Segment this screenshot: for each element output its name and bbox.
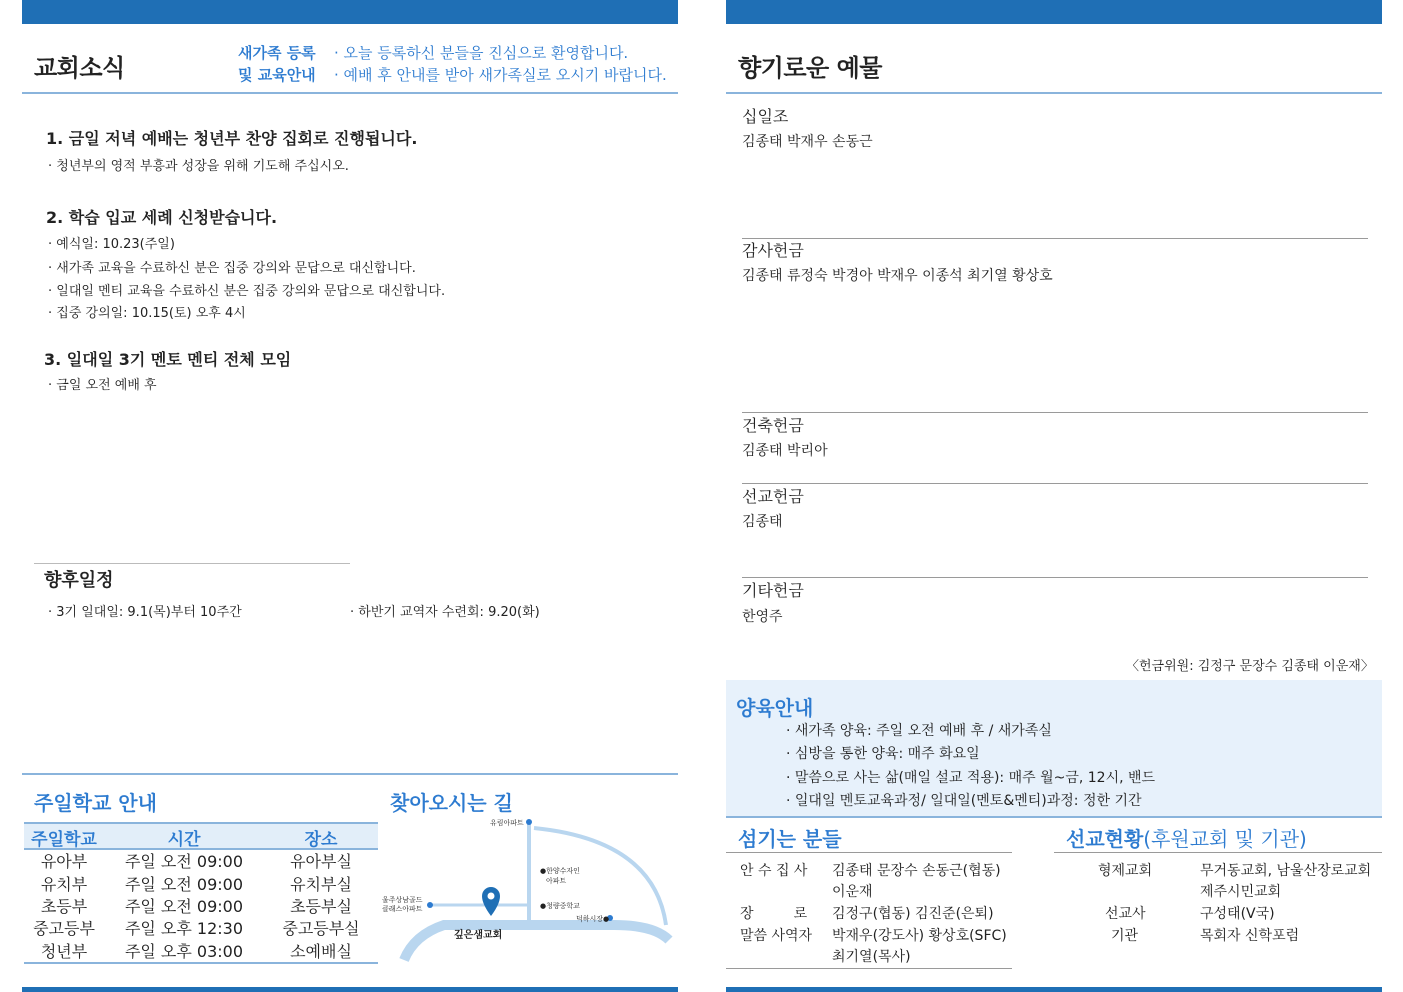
mission-type-org: 기관 [1111, 928, 1139, 944]
map-label-church: 깊은샘교회 [454, 930, 503, 941]
cell-school: 중고등부 [33, 919, 95, 938]
register-text-line1: · 오늘 등록하신 분들을 진심으로 환영합니다. [334, 44, 629, 62]
servants-title: 섬기는 분들 [738, 827, 842, 851]
offering-names-tithe: 김종태 박재우 손동근 [742, 134, 873, 150]
servant-role-minister: 말씀 사역자 [740, 928, 813, 944]
map-dot-left [427, 902, 433, 908]
news-line-1-1: · 청년부의 영적 부흥과 성장을 위해 기도해 주십시오. [48, 159, 349, 174]
cell-place: 중고등부실 [282, 919, 360, 938]
offerings-title-rule [726, 92, 1382, 94]
directions-title: 찾아오시는 길 [390, 791, 513, 815]
offering-divider [742, 483, 1368, 484]
map-label-left1-line2: 클래스아파트 [382, 905, 423, 913]
map-label-road1: 울산교차로 [514, 935, 553, 944]
cell-time: 주일 오후 03:00 [124, 942, 244, 961]
map-label-apt2-line1: ●한양수자인 [540, 867, 580, 875]
right-top-bar [726, 0, 1382, 24]
map-label-market: 덕하시장● [576, 915, 610, 923]
offering-divider [742, 238, 1368, 239]
cell-time: 주일 오전 09:00 [124, 875, 244, 894]
mission-org-line1: 목회자 신학포럼 [1200, 928, 1300, 944]
register-text [334, 42, 667, 86]
table-row [24, 916, 378, 938]
sunday-school-table-bottom [24, 962, 378, 964]
servants-rule [726, 852, 1012, 853]
offering-label-other: 기타헌금 [742, 581, 804, 600]
table-row [24, 872, 378, 894]
nurture-line-4: · 일대일 멘토교육과정/ 일대일(멘토&멘티)과정: 정한 기간 [786, 793, 1142, 809]
col-header-time: 시간 [167, 830, 201, 850]
register-label-line1: 새가족 등록 [238, 44, 316, 62]
news-line-2-1: · 예식일: 10.23(주일) [48, 237, 175, 252]
servant-names-elder-1: 김정구(협동) 김진준(은퇴) [832, 906, 994, 922]
map-dot-apt1 [526, 819, 532, 825]
mission-title [1066, 823, 1307, 852]
map-label-school: ●청량중학교 [540, 902, 580, 910]
cell-time: 주일 오후 12:30 [124, 919, 244, 938]
offering-names-thanks: 김종태 류정숙 박경아 박재우 이종석 최기열 황상호 [742, 268, 1053, 284]
cell-place: 유치부실 [290, 875, 352, 894]
nurture-title: 양육안내 [736, 696, 814, 720]
sunday-school-table-header [24, 822, 378, 850]
register-label [238, 42, 316, 86]
offering-label-mission: 선교헌금 [742, 487, 804, 506]
cell-school: 유치부 [40, 875, 88, 894]
map-label-apt1: 유림아파트 [490, 819, 524, 827]
servant-names-minister-2: 최기열(목사) [832, 949, 911, 965]
servant-names-deacon-2: 이운재 [832, 884, 873, 900]
map-label-left1-line1: 울주상남골드 [382, 896, 423, 904]
offering-committee: 〈헌금위원: 김정구 문장수 김종태 이운재〉 [1126, 659, 1374, 674]
offering-names-mission: 김종태 [742, 514, 783, 530]
offering-names-building: 김종태 박리아 [742, 443, 828, 459]
offering-divider [742, 412, 1368, 413]
cell-place: 초등부실 [290, 897, 352, 916]
mission-type-church: 형제교회 [1098, 863, 1153, 879]
church-news-title: 교회소식 [34, 54, 125, 82]
cell-time: 주일 오전 09:00 [124, 852, 244, 871]
news-line-2-4: · 집중 강의일: 10.15(토) 오후 4시 [48, 306, 246, 321]
news-line-2-2: · 새가족 교육을 수료하신 분은 집중 강의와 문답으로 대신합니다. [48, 261, 416, 276]
servants-bottom-rule [726, 968, 1012, 969]
sunday-school-title: 주일학교 안내 [34, 791, 157, 815]
cell-school: 초등부 [40, 897, 88, 916]
offering-names-other: 한영주 [742, 609, 783, 625]
cell-school: 유아부 [40, 852, 88, 871]
directions-map [384, 810, 678, 966]
news-heading-1: 1. 금일 저녁 예배는 청년부 찬양 집회로 진행됩니다. [46, 129, 418, 148]
servants-top-rule [726, 816, 1382, 818]
offering-divider [742, 577, 1368, 578]
table-row [24, 894, 378, 916]
schedule-title: 향후일정 [44, 570, 114, 591]
news-heading-3: 3. 일대일 3기 멘토 멘티 전체 모임 [44, 350, 292, 369]
cell-school: 청년부 [40, 942, 88, 961]
nurture-line-1: · 새가족 양육: 주일 오전 예배 후 / 새가족실 [786, 723, 1052, 739]
news-line-2-3: · 일대일 멘티 교육을 수료하신 분은 집중 강의와 문답으로 대신합니다. [48, 284, 446, 299]
news-line-3-1: · 금일 오전 예배 후 [48, 378, 157, 393]
schedule-item-1: · 3기 일대일: 9.1(목)부터 10주간 [48, 605, 242, 620]
map-label-road2: 청량삼거리 [590, 933, 629, 942]
servant-role-deacon: 안 수 집 사 [740, 863, 808, 879]
church-pin-icon [482, 887, 500, 916]
cell-place: 유아부실 [290, 852, 352, 871]
offering-label-tithe: 십일조 [742, 107, 789, 126]
schedule-rule [34, 563, 350, 564]
mission-church-line2: 제주시민교회 [1200, 884, 1282, 900]
servant-names-minister-1: 박재우(강도사) 황상호(SFC) [832, 928, 1007, 944]
schedule-item-2: · 하반기 교역자 수련회: 9.20(화) [350, 605, 540, 620]
mission-missionary-line1: 구성태(V국) [1200, 906, 1275, 922]
news-title-rule [22, 92, 678, 94]
servant-names-deacon-1: 김종태 문장수 손동근(협동) [832, 863, 1001, 879]
nurture-line-2: · 심방을 통한 양육: 매주 화요일 [786, 746, 980, 762]
left-bottom-bar [22, 987, 678, 992]
map-label-apt2-line2: 아파트 [546, 877, 567, 885]
cell-place: 소예배실 [290, 942, 352, 961]
register-text-line2: · 예배 후 안내를 받아 새가족실로 오시기 바랍니다. [334, 66, 667, 84]
sunday-school-rule [22, 773, 678, 775]
offering-label-thanks: 감사헌금 [742, 241, 804, 260]
register-label-line2: 및 교육안내 [238, 66, 316, 84]
mission-title-main: 선교현황 [1066, 827, 1144, 851]
table-row [24, 849, 378, 871]
right-bottom-bar [726, 987, 1382, 992]
offerings-title: 향기로운 예물 [738, 54, 882, 82]
news-heading-2: 2. 학습 입교 세례 신청받습니다. [46, 208, 278, 227]
col-header-place: 장소 [304, 830, 338, 850]
offering-label-building: 건축헌금 [742, 416, 804, 435]
cell-time: 주일 오전 09:00 [124, 897, 244, 916]
mission-title-sub: (후원교회 및 기관) [1143, 827, 1307, 851]
servant-role-elder: 장 로 [740, 906, 808, 922]
table-row [24, 939, 378, 961]
mission-type-missionary: 선교사 [1105, 906, 1146, 922]
left-top-bar [22, 0, 678, 24]
col-header-school: 주일학교 [31, 830, 97, 850]
mission-rule [1054, 852, 1382, 853]
nurture-line-3: · 말씀으로 사는 삶(매일 설교 적용): 매주 월~금, 12시, 밴드 [786, 770, 1156, 786]
church-pin-center [488, 893, 495, 900]
mission-church-line1: 무거동교회, 남울산장로교회 [1200, 863, 1372, 879]
